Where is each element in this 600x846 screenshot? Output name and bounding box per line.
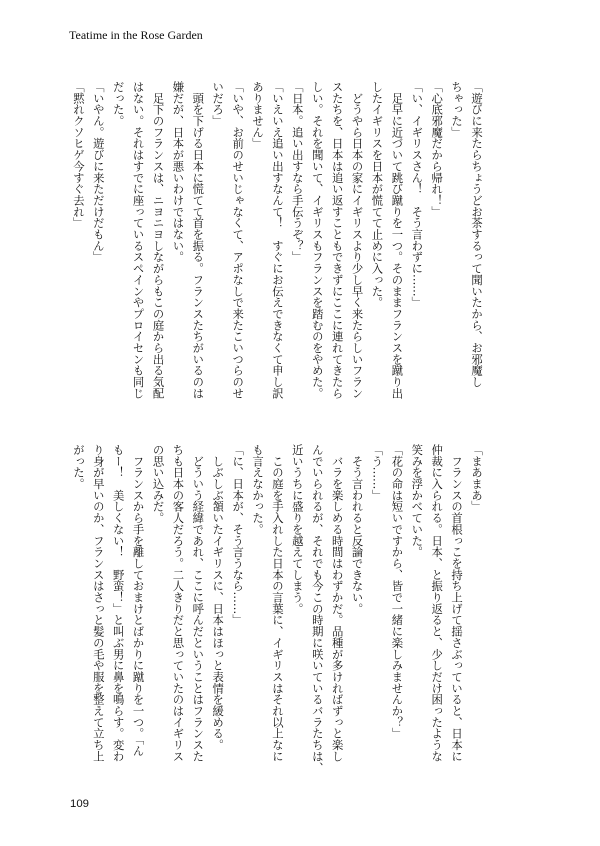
text-block-bottom [68, 444, 486, 774]
text-column: フランスから手を離しておまけとばかりに蹴りを一つ。「ん [131, 444, 146, 757]
text-column: スたちを、日本は追い返すこともできずにここに連れてきたら [330, 81, 345, 399]
text-column: そう言われると反論できない。 [350, 444, 365, 615]
text-column: もー！ 美しくない！ 野蛮！」と叫ぶ男に鼻を鳴らす。変わ [111, 444, 126, 762]
text-column: 「いやん。遊びに来ただけだもん」 [91, 81, 106, 263]
text-column: 「黙れクソヒゲ今すぐ去れ」 [71, 81, 86, 229]
text-column: 足下のフランスは、ニヨニヨしながらもこの庭から出る気配 [151, 81, 166, 399]
text-column: 「遊びに来たらちょうどお茶するって聞いたから、お邪魔し [470, 81, 484, 388]
running-title: Teatime in the Rose Garden [69, 28, 203, 42]
text-column: 嫌だが、日本が悪いわけではない。 [171, 81, 186, 263]
text-column: ちゃった」 [450, 81, 465, 138]
text-column: んでいられるが、それでも今この時期に咲いているバラたちは、 [310, 444, 325, 774]
text-column: 足早に近づいて跳び蹴りを一つ。そのままフランスを蹴り出 [390, 81, 405, 399]
text-column: 「花の命は短いですから、皆で一緒に楽しみませんか？」 [390, 444, 405, 740]
text-column: 近いうちに盛りを越えてしまう。 [290, 444, 305, 615]
text-column: しぶしぶ頷いたイギリスに、日本はほっと表情を緩める。 [211, 444, 226, 751]
text-column: どうやら日本の家にイギリスより少し早く来たらしいフラン [350, 81, 365, 399]
text-block-top [68, 81, 486, 399]
text-column: がった。 [71, 444, 86, 490]
text-column: ちも日本の客人だろう。二人きりだと思っていたのはイギリス [171, 444, 186, 762]
text-column: だった。 [111, 81, 126, 127]
text-column: 「心底邪魔だから帰れ！」 [430, 81, 445, 218]
text-column: 仲裁に入られる。日本、と振り返ると、少しだけ困ったような [430, 444, 445, 762]
text-column: 「に、日本が、そう言うなら……」 [231, 444, 246, 626]
text-column: フランスの首根っこを持ち上げて揺さぶっていると、日本に [450, 444, 465, 762]
text-column: 頭を下げる日本に慌てて首を振る。フランスたちがいるのは [191, 81, 206, 399]
text-column: 「いや、お前のせいじゃなくて、アポなしで来たこいつらのせ [231, 81, 246, 399]
page-number: 109 [70, 798, 90, 810]
text-column: 「まあまあ」 [470, 444, 484, 513]
text-column: り身が早いのか、フランスはさっと髪の毛や服を整えて立ち上 [91, 444, 106, 762]
text-column: いだろ」 [211, 81, 226, 127]
text-column: 「いえいえ追い出すなんて！ すぐにお伝えできなくて申し訳 [270, 81, 285, 399]
text-column: 「日本。追い出すなら手伝うぞ？」 [290, 81, 305, 263]
text-column: この庭を手入れした日本の言葉に、イギリスはそれ以上なに [270, 444, 285, 762]
text-column: バラを楽しめる時間はわずかだ。品種が多ければずっと楽し [330, 444, 345, 762]
text-column: はない。それはすでに座っているスペインやプロイセンも同じ [131, 81, 146, 399]
text-column: ありません」 [251, 81, 266, 150]
text-column: の思い込みだ。 [151, 444, 166, 524]
text-column: 「う……」 [370, 444, 385, 501]
text-column: どういう経緯であれ、ここに呼んだということはフランスた [191, 444, 206, 762]
text-column: したイギリスを日本が慌てて止めに入った。 [370, 81, 385, 308]
text-column: 笑みを浮かべていた。 [410, 444, 425, 558]
text-column: 「い、イギリスさん！ そう言わずに……」 [410, 81, 425, 308]
text-column: しい。それを聞いて、イギリスもフランスを踏むのをやめた。 [310, 81, 325, 399]
text-column: も言えなかった。 [251, 444, 266, 535]
